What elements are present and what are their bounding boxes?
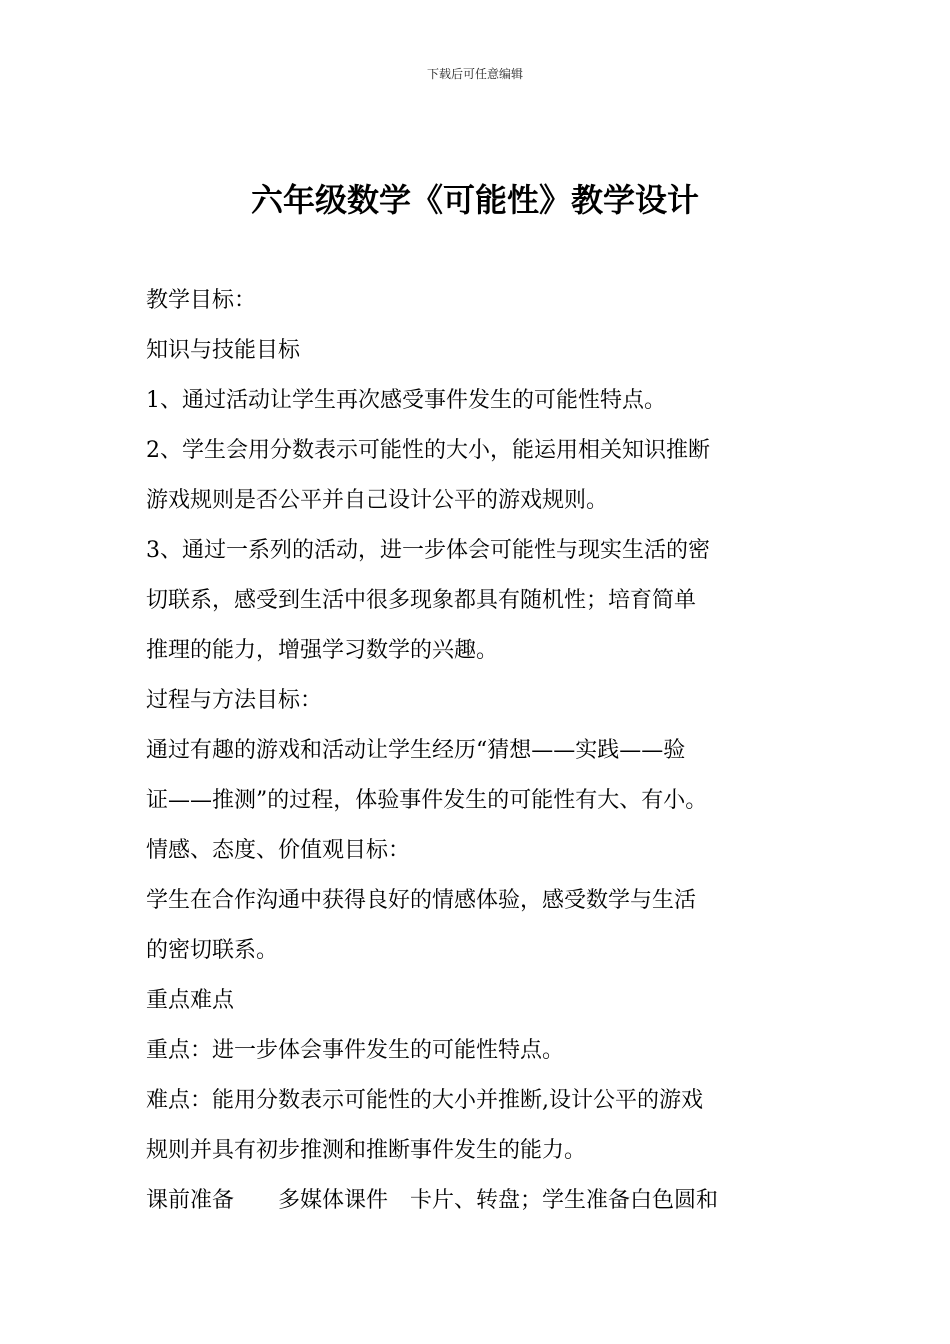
body-line: 切联系，感受到生活中很多现象都具有随机性；培育简单 [146, 588, 697, 613]
subheading-process-method: 过程与方法目标： [146, 688, 323, 713]
body-line-difficult-point: 难点：能用分数表示可能性的大小并推断,设计公平的游戏 [146, 1088, 703, 1113]
body-line: 证——推测”的过程，体验事件发生的可能性有大、有小。 [146, 788, 708, 813]
header-note: 下载后可任意编辑 [426, 67, 523, 81]
body-line-preparation: 课前准备 多媒体课件 卡片、转盘；学生准备白色圆和 [146, 1188, 719, 1213]
document-title: 六年级数学《可能性》教学设计 [250, 181, 699, 219]
body-line: 通过有趣的游戏和活动让学生经历“猜想——实践——验 [146, 738, 686, 763]
body-line: 推理的能力，增强学习数学的兴趣。 [146, 638, 499, 663]
body-line: 规则并具有初步推测和推断事件发生的能力。 [146, 1138, 587, 1163]
section-heading-key-difficult-points: 重点难点 [146, 988, 235, 1013]
document-body [146, 276, 808, 1226]
subheading-emotion-values: 情感、态度、价值观目标： [146, 838, 411, 863]
body-line: 1、通过活动让学生再次感受事件发生的可能性特点。 [146, 388, 666, 413]
body-line: 学生在合作沟通中获得良好的情感体验，感受数学与生活 [146, 888, 697, 913]
body-line: 的密切联系。 [146, 938, 279, 963]
body-line: 2、学生会用分数表示可能性的大小，能运用相关知识推断 [146, 438, 710, 463]
section-heading-teaching-goals: 教学目标： [146, 288, 257, 313]
body-line: 3、通过一系列的活动，进一步体会可能性与现实生活的密 [146, 538, 710, 563]
body-line: 游戏规则是否公平并自己设计公平的游戏规则。 [146, 488, 609, 513]
body-line-key-point: 重点：进一步体会事件发生的可能性特点。 [146, 1038, 565, 1063]
subheading-knowledge-skills: 知识与技能目标 [146, 338, 301, 363]
